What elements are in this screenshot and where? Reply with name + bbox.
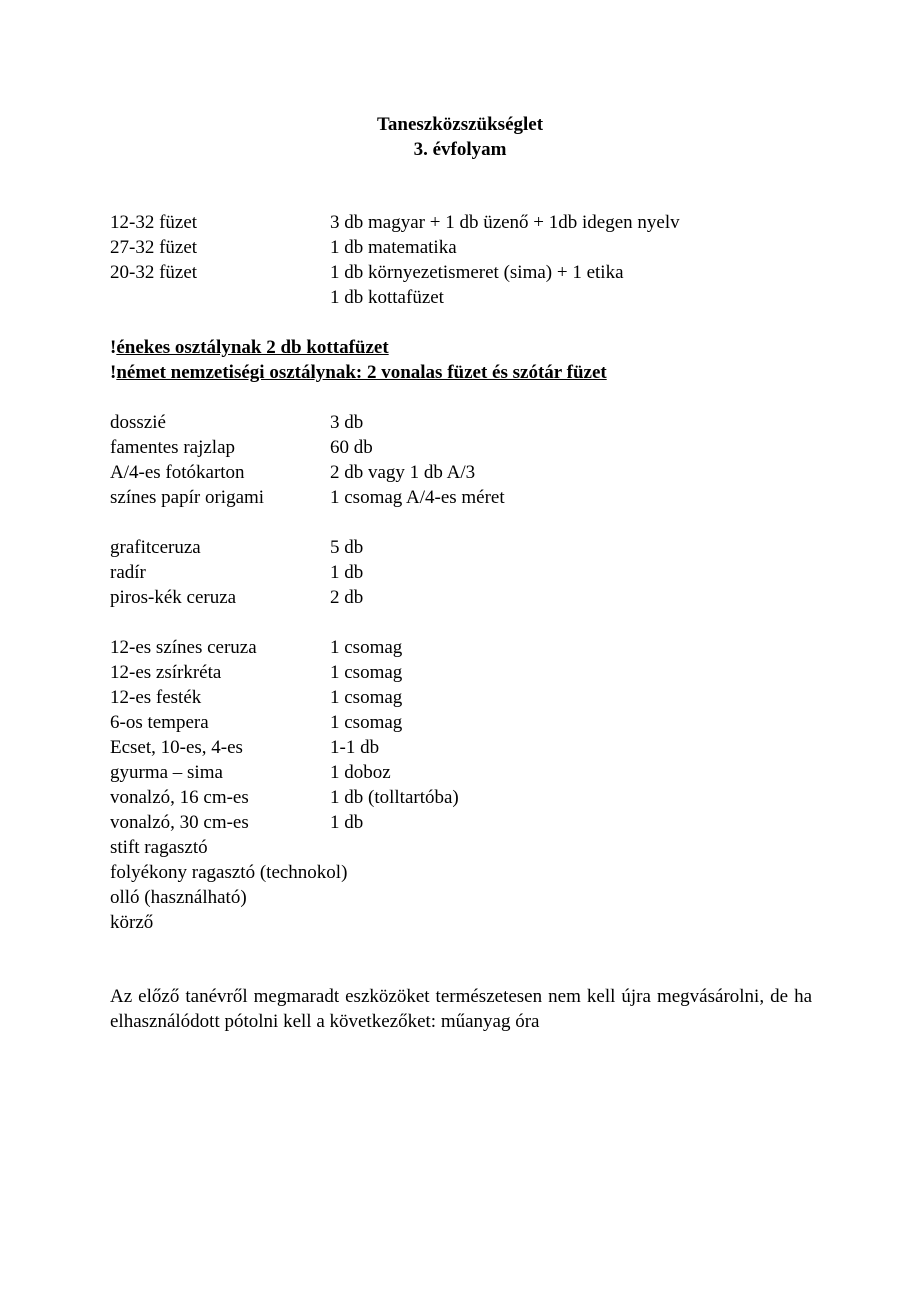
item-name: famentes rajzlap	[110, 437, 236, 458]
note-text: német nemzetiségi osztálynak: 2 vonalas füzet és szótár füzet	[116, 362, 607, 383]
note-text: énekes osztálynak 2 db kottafüzet	[116, 337, 389, 358]
item-name: 12-es festék	[110, 687, 202, 708]
item-name: A/4-es fotókarton	[110, 462, 245, 483]
list-item	[110, 710, 830, 735]
item-name: 12-es zsírkréta	[110, 662, 222, 683]
item-name: 27-32 füzet	[110, 237, 198, 258]
item-quantity: 5 db	[330, 537, 364, 558]
item-quantity: 1 db környezetismeret (sima) + 1 etika	[330, 262, 624, 283]
item-name: radír	[110, 562, 146, 583]
list-item	[110, 860, 830, 885]
item-quantity: 2 db	[330, 587, 364, 608]
item-quantity: 1 db matematika	[330, 237, 457, 258]
item-name: gyurma – sima	[110, 762, 223, 783]
item-name: folyékony ragasztó (technokol)	[110, 862, 348, 883]
list-item	[110, 785, 830, 810]
list-item	[110, 835, 830, 860]
note-mark: !	[110, 337, 117, 358]
item-quantity: 1 csomag	[330, 662, 403, 683]
item-quantity: 1 db (tolltartóba)	[330, 787, 459, 808]
item-quantity: 1 csomag	[330, 712, 403, 733]
item-name: 12-32 füzet	[110, 212, 198, 233]
list-item	[110, 435, 830, 460]
list-item	[110, 910, 830, 935]
list-item	[110, 260, 830, 285]
list-item	[110, 685, 830, 710]
item-name: stift ragasztó	[110, 837, 208, 858]
list-item	[110, 885, 830, 910]
item-quantity: 1 csomag	[330, 687, 403, 708]
closing-paragraph: Az előző tanévről megmaradt eszközöket természetesen nem kell újra megvásárolni, de ha elhasználódott pótolni kell a következőket: műanyag óra	[110, 986, 812, 1032]
item-name: vonalzó, 16 cm-es	[110, 787, 249, 808]
list-item	[110, 560, 830, 585]
list-item	[110, 735, 830, 760]
item-quantity: 2 db vagy 1 db A/3	[330, 462, 476, 483]
item-name: dosszié	[110, 412, 166, 433]
item-quantity: 1 db	[330, 562, 364, 583]
item-name: 20-32 füzet	[110, 262, 198, 283]
item-name: piros-kék ceruza	[110, 587, 237, 608]
list-item	[110, 635, 830, 660]
notebooks-list	[110, 210, 830, 310]
item-quantity: 1-1 db	[330, 737, 380, 758]
item-quantity: 1 db kottafüzet	[330, 287, 444, 308]
list-item	[110, 585, 830, 610]
item-name: 6-os tempera	[110, 712, 209, 733]
item-quantity: 1 csomag	[330, 637, 403, 658]
item-name: grafitceruza	[110, 537, 201, 558]
list-item	[110, 760, 830, 785]
item-name: 12-es színes ceruza	[110, 637, 257, 658]
list-item	[110, 460, 830, 485]
pencil-items-list	[110, 535, 830, 610]
item-quantity: 3 db magyar + 1 db üzenő + 1db idegen nyelv	[330, 212, 680, 233]
list-item	[110, 660, 830, 685]
item-name: olló (használható)	[110, 887, 247, 908]
paper-items-list	[110, 410, 830, 510]
list-item	[110, 285, 830, 310]
list-item	[110, 485, 830, 510]
list-item	[110, 810, 830, 835]
item-quantity: 1 doboz	[330, 762, 391, 783]
item-quantity: 1 db	[330, 812, 364, 833]
note-mark: !	[110, 362, 117, 383]
item-name: vonalzó, 30 cm-es	[110, 812, 249, 833]
list-item	[110, 410, 830, 435]
item-quantity: 3 db	[330, 412, 364, 433]
list-item	[110, 535, 830, 560]
document-title: Taneszközszükséglet	[376, 114, 544, 135]
list-item	[110, 235, 830, 260]
grade-subtitle: 3. évfolyam	[413, 139, 507, 160]
item-quantity: 60 db	[330, 437, 373, 458]
note-line	[110, 335, 830, 360]
list-item	[110, 210, 830, 235]
item-name: színes papír origami	[110, 487, 265, 508]
item-name: Ecset, 10-es, 4-es	[110, 737, 243, 758]
art-items-list	[110, 635, 830, 935]
notes-section	[110, 335, 830, 385]
item-name: körző	[110, 912, 154, 933]
item-quantity: 1 csomag A/4-es méret	[330, 487, 505, 508]
note-line	[110, 360, 830, 385]
